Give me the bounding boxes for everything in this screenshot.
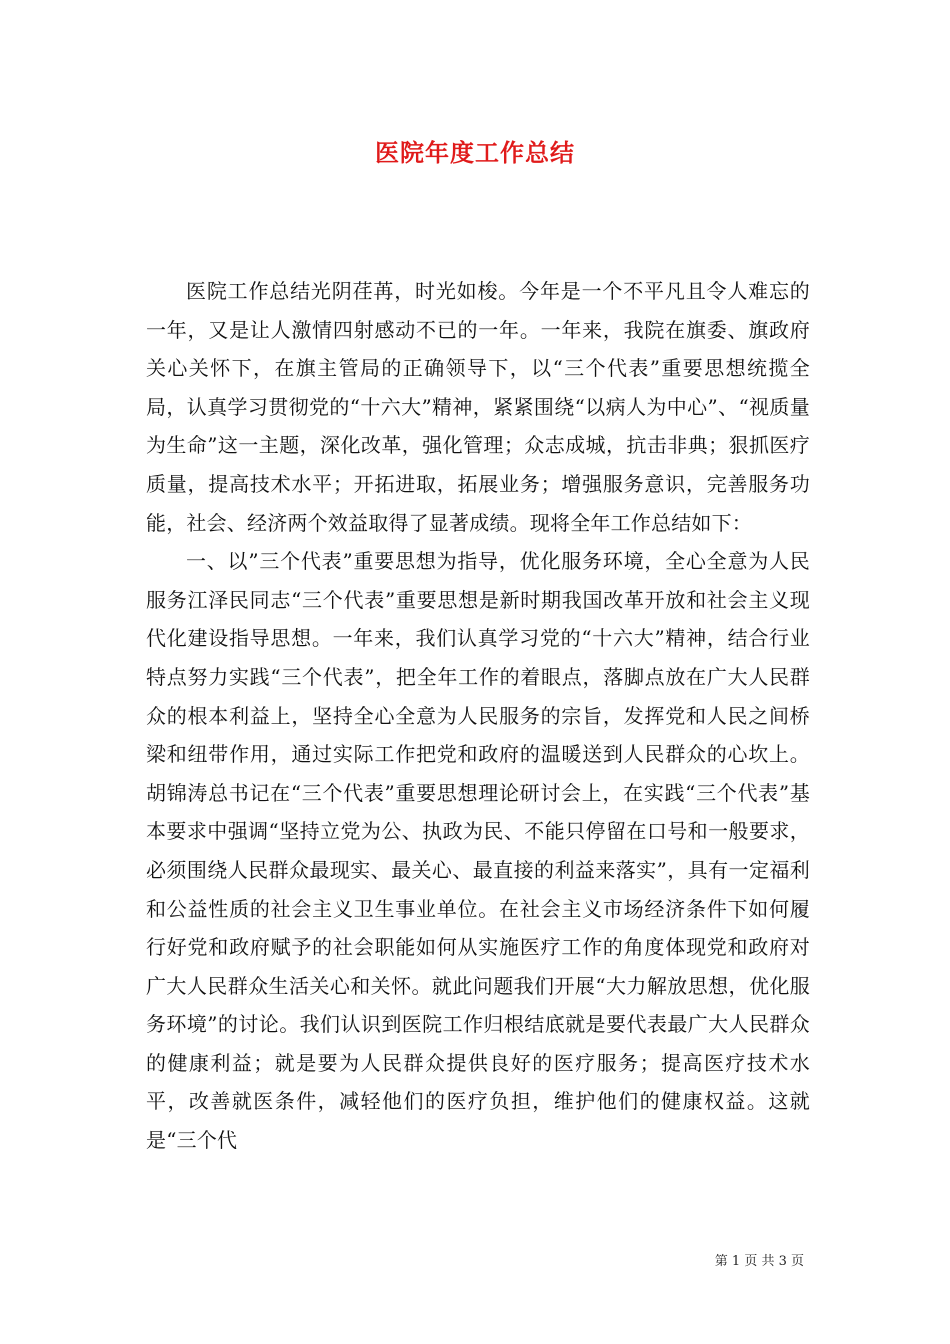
document-body bbox=[146, 272, 810, 1160]
paragraph-intro: 医院工作总结光阴荏苒，时光如梭。今年是一个不平凡且令人难忘的一年，又是让人激情四射感动不已的一年。一年来，我院在旗委、旗政府关心关怀下，在旗主管局的正确领导下，以“三个代表”重要思想统揽全局，认真学习贯彻党的“十六大”精神，紧紧围绕“以病人为中心”、“视质量为生命”这一主题，深化改革，强化管理；众志成城，抗击非典；狠抓医疗质量，提高技术水平；开拓进取，拓展业务；增强服务意识，完善服务功能，社会、经济两个效益取得了显著成绩。现将全年工作总结如下： bbox=[146, 279, 810, 535]
page-number: 第 1 页 共 3 页 bbox=[714, 1254, 804, 1269]
paragraph-section-one: 一、以”三个代表”重要思想为指导，优化服务环境，全心全意为人民服务江泽民同志“三个代表”重要思想是新时期我国改革开放和社会主义现代化建设指导思想。一年来，我们认真学习党的“十六大”精神，结合行业特点努力实践“三个代表”，把全年工作的着眼点，落脚点放在广大人民群众的根本利益上，坚持全心全意为人民服务的宗旨，发挥党和人民之间桥梁和纽带作用，通过实际工作把党和政府的温暖送到人民群众的心坎上。胡锦涛总书记在“三个代表”重要思想理论研讨会上，在实践“三个代表”基本要求中强调“坚持立党为公、执政为民、不能只停留在口号和一般要求，必须围绕人民群众最现实、最关心、最直接的利益来落实”，具有一定福利和公益性质的社会主义卫生事业单位。在社会主义市场经济条件下如何履行好党和政府赋予的社会职能如何从实施医疗工作的角度体现党和政府对广大人民群众生活关心和关怀。就此问题我们开展“大力解放思想，优化服务环境”的讨论。我们认识到医院工作归根结底就是要代表最广大人民群众的健康利益；就是要为人民群众提供良好的医疗服务；提高医疗技术水平，改善就医条件，减轻他们的医疗负担，维护他们的健康权益。这就是“三个代 bbox=[146, 549, 810, 1153]
document-title: 医院年度工作总结 bbox=[375, 138, 575, 167]
